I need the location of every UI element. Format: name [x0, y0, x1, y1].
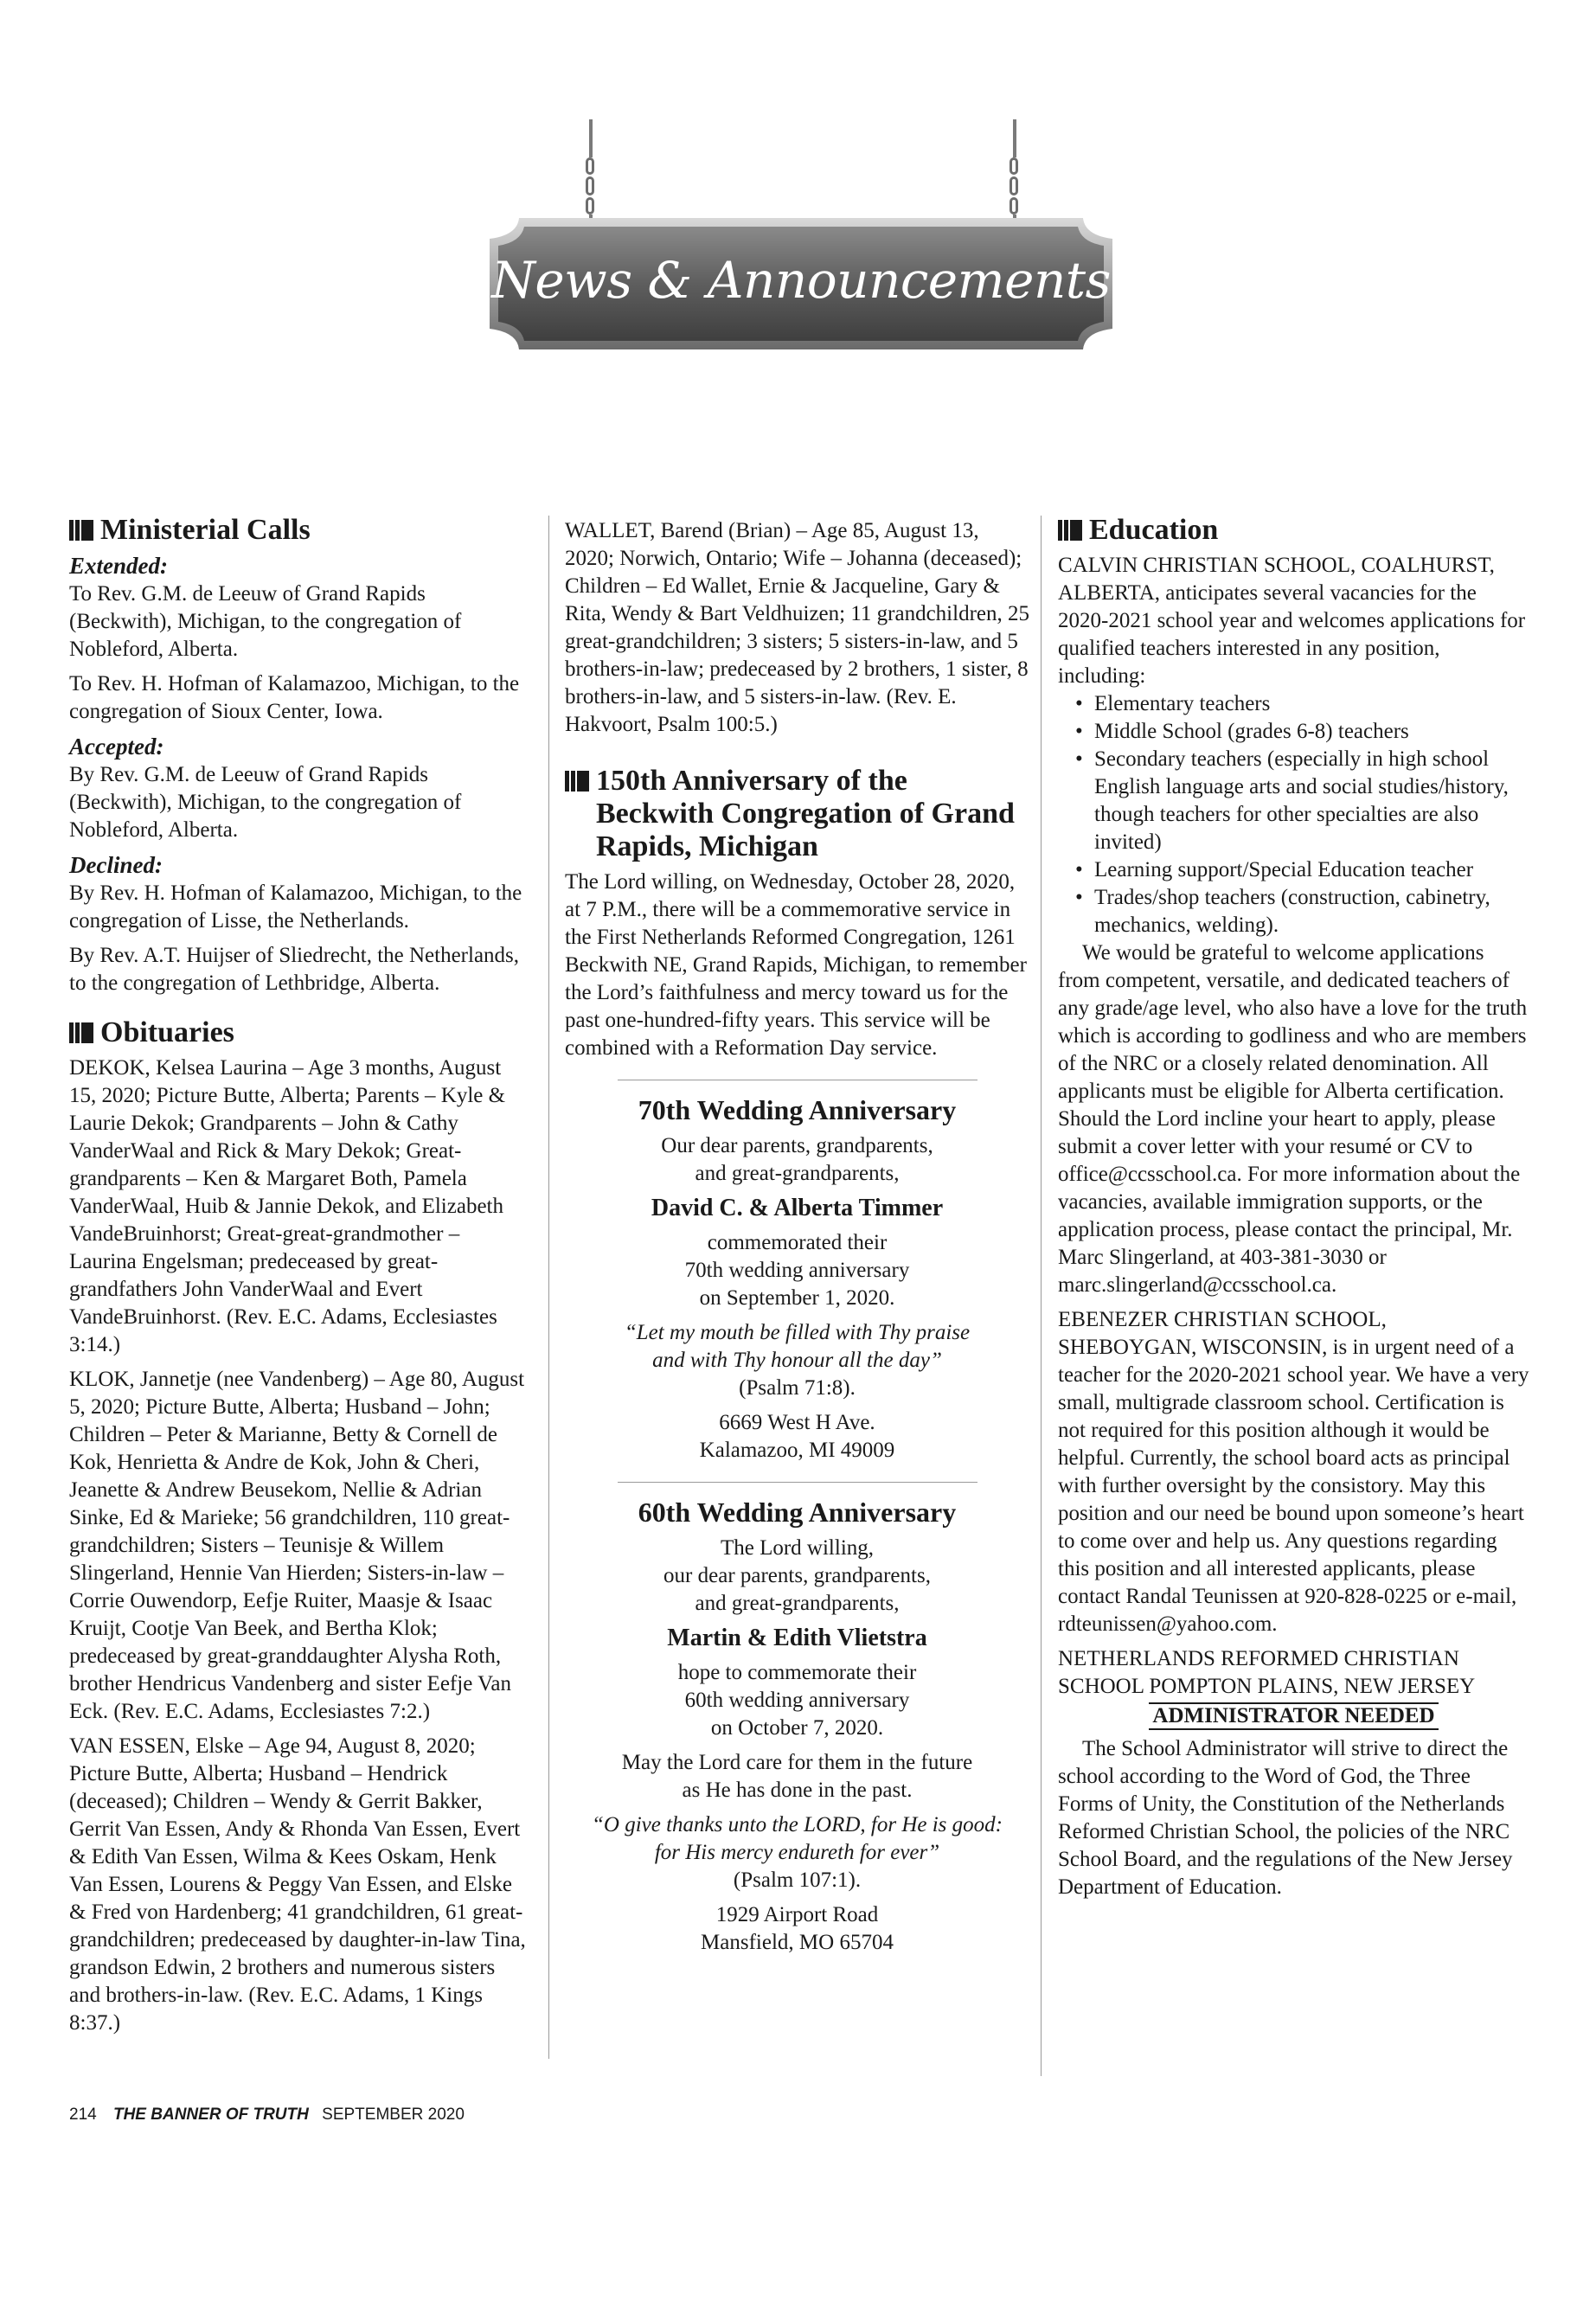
call-entry: By Rev. G.M. de Leeuw of Grand Rapids (Beckwith), Michigan, to the congregation of Nobleford, Alberta. [69, 763, 462, 842]
section-heading-ministerial: Ministerial Calls [69, 514, 531, 547]
list-item: • Learning support/Special Education teacher [1075, 856, 1529, 884]
position-title: ADMINISTRATOR NEEDED [1058, 1702, 1529, 1730]
scripture-line: “Let my mouth be filled with Thy praise [624, 1321, 971, 1344]
wedding-line: hope to commemorate their [677, 1661, 917, 1684]
wedding-line: on October 7, 2020. [710, 1716, 884, 1740]
wedding-line: May the Lord care for them in the future [621, 1751, 973, 1774]
scripture-reference: (Psalm 107:1). [733, 1868, 862, 1892]
couple-names: David C. & Alberta Timmer [651, 1195, 944, 1221]
subheading-accepted: Accepted: [69, 734, 164, 760]
section-heading-anniversary-congregation: 150th Anniversary of the Beckwith Congregation of Grand Rapids, Michigan [565, 765, 1029, 863]
wedding-line: The Lord willing, [720, 1536, 875, 1560]
anniversary-announcement: The Lord willing, on Wednesday, October 28, 2020, at 7 P.M., there will be a commemorative service in the First Netherlands Reformed Congregation, 1261 Beckwith NE, Grand Rapids, Michigan, to remember the Lord’s faithfulness and mercy toward us for the past one-hundred-fifty years. This service will be combined with a Reformation Day service. [565, 870, 1027, 1060]
column-divider [1041, 516, 1042, 2076]
calvin-school-body: We would be grateful to welcome applications from competent, versatile, and dedicated teachers of any grade/age level, who also have a love for the truth which is according to godliness and who are members of the NRC or a closely related denomination. All applicants must be eligible for Alberta certification. Should the Lord incline your heart to apply, please submit a cover letter with your resumé or CV to office@ccsschool.ca. For more information about the vacancies, available immigration supports, or the application process, please contact the principal, Mr. Marc Slingerland, at 403-381-3030 or marc.slingerland@ccsschool.ca. [1058, 941, 1528, 1297]
address-line: 6669 West H Ave. [719, 1411, 875, 1434]
address-line: Kalamazoo, MI 49009 [699, 1439, 895, 1462]
address-line: Mansfield, MO 65704 [701, 1931, 894, 1954]
wedding-line: on September 1, 2020. [699, 1286, 895, 1310]
wedding-70-title: 70th Wedding Anniversary [638, 1094, 957, 1125]
subheading-extended: Extended: [69, 553, 168, 579]
position-list [1058, 690, 1529, 939]
divider [618, 1482, 977, 1483]
scripture-line: for His mercy endureth for ever” [654, 1841, 940, 1864]
subheading-declined: Declined: [69, 852, 163, 878]
list-item: • Elementary teachers [1075, 690, 1529, 718]
list-item: • Trades/shop teachers (construction, cabinetry, mechanics, welding). [1075, 884, 1529, 939]
issue-date: SEPTEMBER 2020 [322, 2106, 465, 2124]
address-line: 1929 Airport Road [715, 1903, 879, 1926]
scripture-line: “O give thanks unto the LORD, for He is good: [592, 1813, 1003, 1836]
wedding-line: and great-grandparents, [695, 1162, 900, 1185]
section-heading-obituaries: Obituaries [69, 1016, 531, 1049]
section-marker-icon [69, 1022, 93, 1043]
column-middle [565, 517, 1029, 1957]
call-entry: To Rev. G.M. de Leeuw of Grand Rapids (Beckwith), Michigan, to the congregation of Nobleford, Alberta. [69, 582, 462, 661]
call-entry: By Rev. H. Hofman of Kalamazoo, Michigan, to the congregation of Lisse, the Netherlands. [69, 881, 522, 933]
section-marker-icon [1058, 520, 1082, 541]
page-footer [69, 2106, 465, 2125]
wedding-70-notice [565, 1080, 1029, 1465]
call-entry: To Rev. H. Hofman of Kalamazoo, Michigan, to the congregation of Sioux Center, Iowa. [69, 672, 520, 723]
column-left [69, 514, 531, 2044]
obituary-entry: KLOK, Jannetje (nee Vandenberg) – Age 80, August 5, 2020; Picture Butte, Alberta; Husband – John; Children – Peter & Marianne, Betty & Cornell de Kok, Henrietta & Andre de Kok, John & Cheri, Jeanette & Andrew Beusekom, Nellie & Adrian Sinke, Ed & Marieke; 56 grandchildren, 110 great-grandchildren; Sisters – Teunisje & Willem Slingerland, Hennie Van Hierden; Sisters-in-law – Corrie Ouwendorp, Eefje Ruiter, Maasje & Isaac Kruijt, Cootje Van Beek, and Bertha Klok; predeceased by great-granddaughter Alysha Roth, brother Hendricus Vandenberg and sister Eefje Van Eck. (Rev. E.C. Adams, Ecclesiastes 7:2.) [69, 1368, 525, 1723]
publication-name: THE BANNER OF TRUTH [112, 2106, 309, 2124]
wedding-line: commemorated their [707, 1231, 888, 1254]
obituary-entry: VAN ESSEN, Elske – Age 94, August 8, 2020; Picture Butte, Alberta; Husband – Hendrick (deceased); Children – Wendy & Gerrit Bakker, Gerrit Van Essen, Andy & Rhonda Van Essen, Evert & Edith Van Essen, Wilma & Kees Oskam, Henk Van Essen, Lourens & Peggy Van Essen, and Elske & Fred von Hardenberg; 41 grandchildren, 61 great-grandchildren; predeceased by daughter-in-law Tina, grandson Edwin, 2 brothers and numerous sisters and brothers-in-law. (Rev. E.C. Adams, 1 Kings 8:37.) [69, 1734, 526, 2035]
wedding-line: our dear parents, grandparents, [663, 1564, 931, 1587]
wedding-line: as He has done in the past. [682, 1779, 913, 1802]
column-divider [548, 516, 549, 2059]
section-marker-icon [565, 771, 589, 792]
list-item: • Middle School (grades 6-8) teachers [1075, 718, 1529, 746]
calvin-school-intro: CALVIN CHRISTIAN SCHOOL, COALHURST, ALBERTA, anticipates several vacancies for the 2020-2021 school year and welcomes applications for qualified teachers interested in any position, including: [1058, 554, 1526, 688]
netherlands-school-body: The School Administrator will strive to direct the school according to the Word of God, the Three Forms of Unity, the Constitution of the Netherlands Reformed Christian School, the policies of the NRC School Board, and the regulations of the New Jersey Department of Education. [1058, 1737, 1513, 1899]
netherlands-school-name: NETHERLANDS REFORMED CHRISTIAN SCHOOL POMPTON PLAINS, NEW JERSEY [1058, 1647, 1476, 1698]
wedding-60-title: 60th Wedding Anniversary [638, 1497, 957, 1528]
column-right [1058, 514, 1529, 1901]
wedding-60-notice [565, 1482, 1029, 1957]
ebenezer-school-notice: EBENEZER CHRISTIAN SCHOOL, SHEBOYGAN, WISCONSIN, is in urgent need of a teacher for the 2020-2021 school year. We have a very small, multigrade classroom school. Certification is not required for this position although it would be helpful. Currently, the school board acts as principal with further oversight by the consistory. May this position and our need be bound upon someone’s heart to come over and help us. Any questions regarding this position and all interested applicants, please contact Randal Teunissen at 920-828-0225 or e-mail, rdteunissen@yahoo.com. [1058, 1308, 1529, 1636]
wedding-line: 60th wedding anniversary [684, 1689, 910, 1712]
page-number: 214 [69, 2106, 97, 2124]
section-heading-education: Education [1058, 514, 1529, 547]
obituary-entry: WALLET, Barend (Brian) – Age 85, August 13, 2020; Norwich, Ontario; Wife – Johanna (deceased); Children – Ed Wallet, Ernie & Jacqueline, Gary & Rita, Wendy & Bart Veldhuizen; 11 grandchildren, 25 great-grandchildren; 3 sisters; 5 sisters-in-law, and 5 brothers-in-law; predeceased by 2 brothers, 1 sister, 8 brothers-in-law, and 5 sisters-in-law. (Rev. E. Hakvoort, Psalm 100:5.) [565, 519, 1029, 736]
page-title: News & Announcements [491, 251, 1111, 310]
list-item: • Secondary teachers (especially in high school English language arts and social studies/history, though teachers for other specialties are also invited) [1075, 746, 1529, 856]
call-entry: By Rev. A.T. Huijser of Sliedrecht, the Netherlands, to the congregation of Lethbridge, Alberta. [69, 944, 520, 995]
obituary-entry: DEKOK, Kelsea Laurina – Age 3 months, August 15, 2020; Picture Butte, Alberta; Parents – Kyle & Laurie Dekok; Grandparents – John & Cathy VanderWaal and Rick & Mary Dekok; Great-grandparents – Ken & Margaret Both, Pamela VanderWaal, Huib & Jannie Dekok, and Elizabeth VandeBruinhorst; Great-great-grandmother – Laurina Engelsman; predeceased by great-grandfathers John VanderWaal and Evert VandeBruinhorst. (Rev. E.C. Adams, Ecclesiastes 3:14.) [69, 1056, 506, 1356]
wedding-line: Our dear parents, grandparents, [661, 1134, 933, 1157]
scripture-reference: (Psalm 71:8). [739, 1376, 856, 1400]
scripture-line: and with Thy honour all the day” [652, 1349, 942, 1372]
wedding-line: and great-grandparents, [695, 1592, 900, 1615]
section-marker-icon [69, 520, 93, 541]
couple-names: Martin & Edith Vlietstra [667, 1625, 927, 1651]
header-sign [484, 213, 1118, 355]
wedding-line: 70th wedding anniversary [684, 1259, 910, 1282]
